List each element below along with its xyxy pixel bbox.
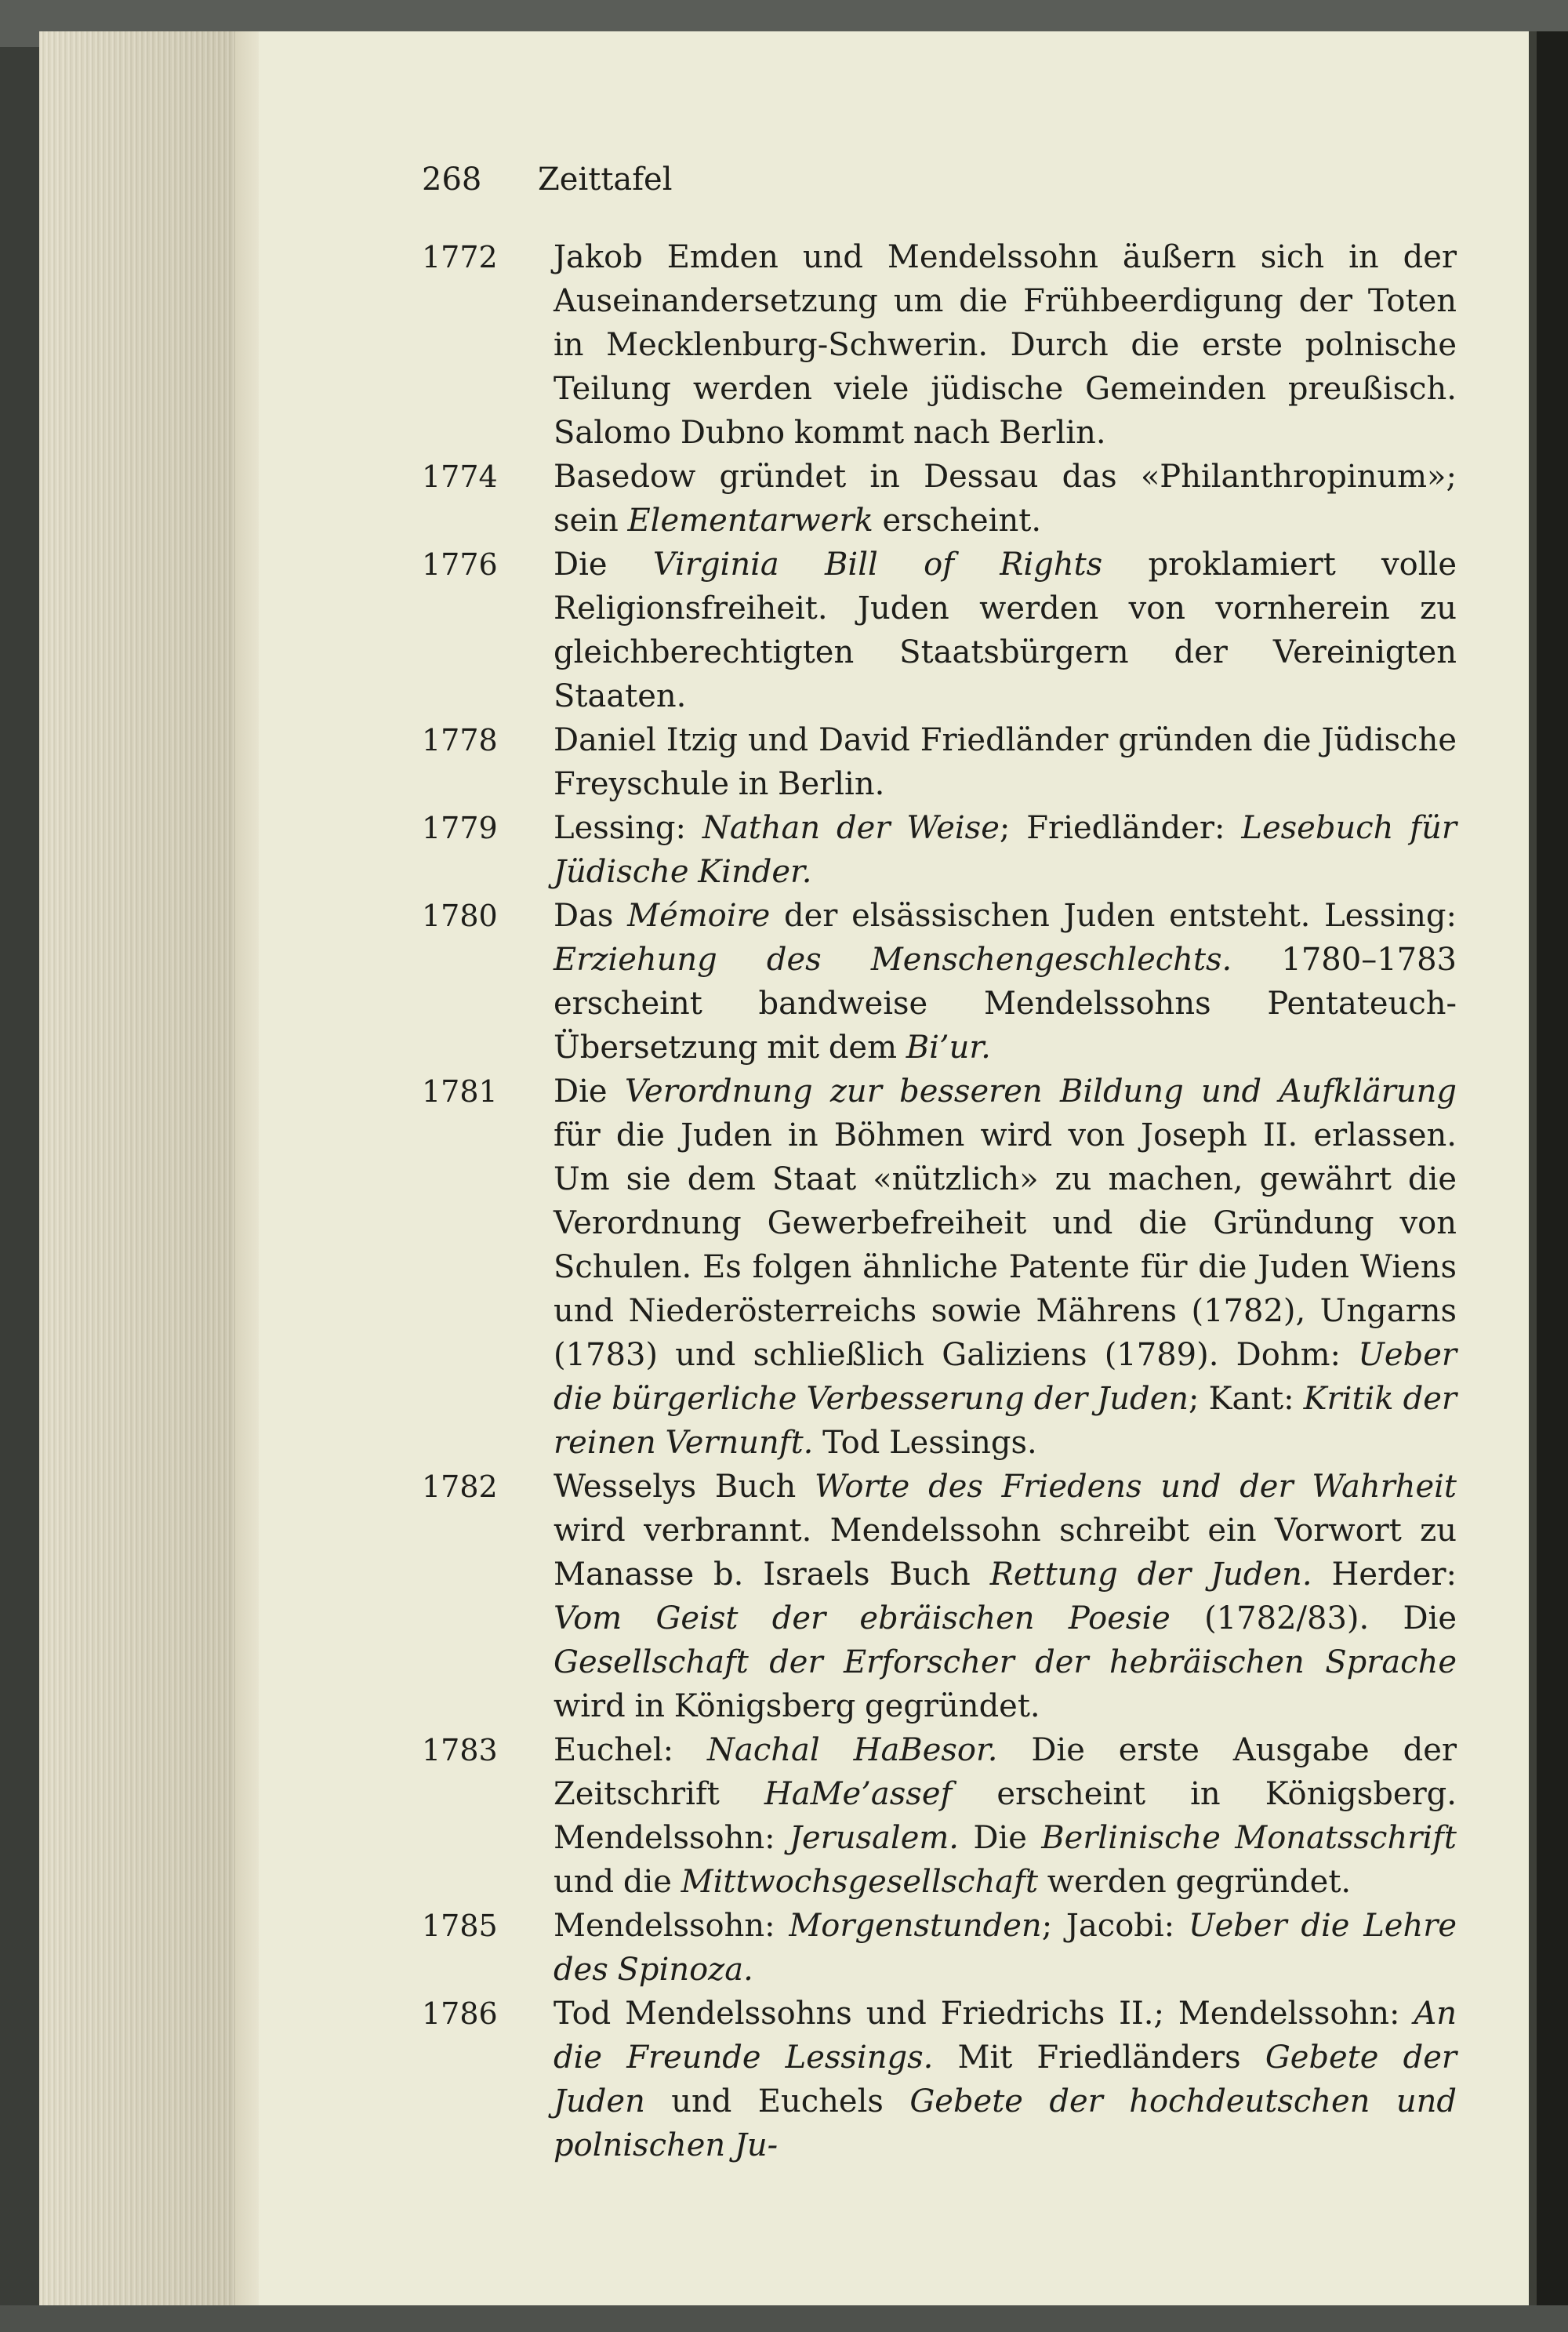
entry-text-segment: erscheint. bbox=[873, 503, 1042, 539]
entry-text bbox=[554, 1728, 1457, 1904]
entry-text-italic: Rettung der Juden. bbox=[989, 1556, 1312, 1593]
entry-text-segment: Basedow gründet in Dessau das «Philanthropinum»; sein bbox=[554, 459, 1457, 539]
entry-text-italic: Verordnung zur besseren Bildung und Aufklärung bbox=[624, 1073, 1457, 1110]
entry-text-italic: Mémoire bbox=[627, 898, 771, 934]
entry-text-segment: erscheint in Königsberg. Mendelssohn: bbox=[554, 1776, 1457, 1856]
entry-text-segment: 1780–1783 erscheint bandweise Mendelssohns Pentateuch-Übersetzung mit dem bbox=[554, 942, 1457, 1066]
entry-text-segment: Herder: bbox=[1312, 1556, 1457, 1593]
entry-text-segment: ; Kant: bbox=[1189, 1381, 1304, 1417]
entry-text-segment: Die bbox=[554, 547, 653, 583]
entry-text-italic: Mittwochsgesellschaft bbox=[681, 1864, 1039, 1900]
entry-year: 1785 bbox=[422, 1909, 498, 1943]
entry-text-italic: Bi’ur. bbox=[906, 1030, 991, 1066]
entry-text-italic: Gesellschaft der Erforscher der hebräischen Sprache bbox=[554, 1644, 1457, 1680]
entry-text-segment: Die bbox=[959, 1820, 1042, 1856]
page-number: 268 bbox=[422, 162, 482, 198]
entry-year: 1783 bbox=[422, 1733, 498, 1767]
entry-text bbox=[554, 806, 1457, 894]
entry-text-italic: Gebete der Juden bbox=[554, 2040, 1457, 2120]
entry-text-segment: Tod Lessings. bbox=[813, 1425, 1037, 1461]
entry-text-segment: ; Jacobi: bbox=[1041, 1908, 1189, 1944]
entry-text bbox=[554, 1992, 1457, 2167]
entry-text-italic: Gebete der hochdeutschen und polnischen Ju- bbox=[554, 2083, 1457, 2163]
entry-year: 1780 bbox=[422, 899, 498, 933]
timeline-entry bbox=[422, 235, 1457, 455]
entry-text-segment: wird verbrannt. Mendelssohn schreibt ein Vorwort zu Manasse b. Israels Buch bbox=[554, 1513, 1457, 1593]
entry-text-segment: Euchel: bbox=[554, 1732, 707, 1768]
entry-text-italic: Kritik der reinen Vernunft. bbox=[554, 1381, 1457, 1461]
entry-text-italic: Erziehung des Menschengeschlechts. bbox=[554, 942, 1232, 978]
entry-text bbox=[554, 455, 1457, 543]
running-head: Zeittafel bbox=[538, 162, 673, 198]
entry-text-italic: Elementarwerk bbox=[627, 503, 873, 539]
timeline-entry bbox=[422, 1070, 1457, 1465]
entry-text-italic: Vom Geist der ebräischen Poesie bbox=[554, 1600, 1171, 1636]
entry-text bbox=[554, 1904, 1457, 1992]
entry-text-segment: und Euchels bbox=[644, 2083, 910, 2120]
entry-text-segment: Jakob Emden und Mendelssohn äußern sich in der Auseinandersetzung um die Frühbeerdigung der Toten in Mecklenburg-Schwerin. Durch die erste polnische Teilung werden viele jüdische Gemeinden preußisch. Salomo Dubno kommt nach Berlin. bbox=[554, 239, 1457, 451]
entry-text-italic: Morgenstunden bbox=[789, 1908, 1042, 1944]
entry-year: 1782 bbox=[422, 1469, 498, 1504]
entry-text-segment: (1782/83). Die bbox=[1170, 1600, 1457, 1636]
entry-text-italic: Nachal HaBesor. bbox=[707, 1732, 998, 1768]
timeline-entry bbox=[422, 1904, 1457, 1992]
entry-text bbox=[554, 894, 1457, 1070]
timeline-entry bbox=[422, 1728, 1457, 1904]
entry-text-segment: für die Juden in Böhmen wird von Joseph II. erlassen. Um sie dem Staat «nützlich» zu machen, gewährt die Verordnung Gewerbefreiheit und die Gründung von Schulen. Es folgen ähnliche Patente für die Juden Wiens und Niederösterreichs sowie Mährens (1782), Ungarns (1783) und schließlich Galiziens (1789). Dohm: bbox=[554, 1117, 1457, 1373]
entry-text bbox=[554, 235, 1457, 455]
timeline-entry bbox=[422, 543, 1457, 718]
book-page-edges bbox=[39, 31, 235, 2305]
entry-text-segment: Die bbox=[554, 1073, 625, 1110]
entry-text-segment: proklamiert volle Religionsfreiheit. Juden werden von vornherein zu gleichberechtigten Staatsbürgern der Vereinigten Staaten. bbox=[554, 547, 1457, 714]
entry-text-segment: und die bbox=[554, 1864, 681, 1900]
entry-text-italic: Ueber die Lehre des Spinoza. bbox=[554, 1908, 1457, 1988]
timeline-entry bbox=[422, 455, 1457, 543]
entry-text-italic: HaMe’assef bbox=[764, 1776, 953, 1812]
entry-text-italic: Nathan der Weise bbox=[702, 810, 1000, 846]
entry-text bbox=[554, 1070, 1457, 1465]
entry-year: 1786 bbox=[422, 1996, 498, 2031]
book-right-edge bbox=[1529, 31, 1568, 2305]
entry-text-segment: Lessing: bbox=[554, 810, 702, 846]
entry-text bbox=[554, 1465, 1457, 1728]
entry-year: 1774 bbox=[422, 459, 498, 494]
entry-text-italic: Berlinische Monatsschrift bbox=[1041, 1820, 1457, 1856]
entry-text-italic: Ueber die bürgerliche Verbesserung der Juden bbox=[554, 1337, 1457, 1417]
timeline-entry bbox=[422, 806, 1457, 894]
entry-year: 1781 bbox=[422, 1074, 498, 1109]
entry-text-segment: Daniel Itzig und David Friedländer gründen die Jüdische Freyschule in Berlin. bbox=[554, 722, 1457, 802]
entry-text-italic: Virginia Bill of Rights bbox=[652, 547, 1103, 583]
entry-year: 1778 bbox=[422, 723, 498, 757]
entry-text-segment: Das bbox=[554, 898, 628, 934]
page-header bbox=[422, 162, 673, 198]
entry-text-italic: Jerusalem. bbox=[789, 1820, 960, 1856]
entry-text-italic: An die Freunde Lessings. bbox=[554, 1996, 1457, 2076]
desk-background-bottom bbox=[0, 2305, 1568, 2332]
entry-text-segment: wird in Königsberg gegründet. bbox=[554, 1688, 1040, 1724]
entry-text-italic: Worte des Friedens und der Wahrheit bbox=[815, 1469, 1457, 1505]
timeline-entries bbox=[422, 235, 1457, 2167]
entry-text bbox=[554, 718, 1457, 806]
entry-text-segment: Wesselys Buch bbox=[554, 1469, 815, 1505]
entry-text bbox=[554, 543, 1457, 718]
entry-text-segment: werden gegründet. bbox=[1038, 1864, 1352, 1900]
timeline-entry bbox=[422, 894, 1457, 1070]
entry-text-segment: Die erste Ausgabe der Zeitschrift bbox=[554, 1732, 1457, 1812]
entry-text-segment: der elsässischen Juden entsteht. Lessing: bbox=[770, 898, 1457, 934]
entry-year: 1772 bbox=[422, 240, 498, 274]
timeline-entry bbox=[422, 1465, 1457, 1728]
entry-text-segment: Tod Mendelssohns und Friedrichs II.; Mendelssohn: bbox=[554, 1996, 1414, 2032]
entry-year: 1776 bbox=[422, 547, 498, 582]
timeline-entry bbox=[422, 718, 1457, 806]
entry-year: 1779 bbox=[422, 811, 498, 845]
entry-text-segment: ; Friedländer: bbox=[999, 810, 1242, 846]
entry-text-italic: Lesebuch für Jüdische Kinder. bbox=[554, 810, 1457, 890]
entry-text-segment: Mendelssohn: bbox=[554, 1908, 789, 1944]
timeline-entry bbox=[422, 1992, 1457, 2167]
entry-text-segment: Mit Friedländers bbox=[933, 2040, 1265, 2076]
